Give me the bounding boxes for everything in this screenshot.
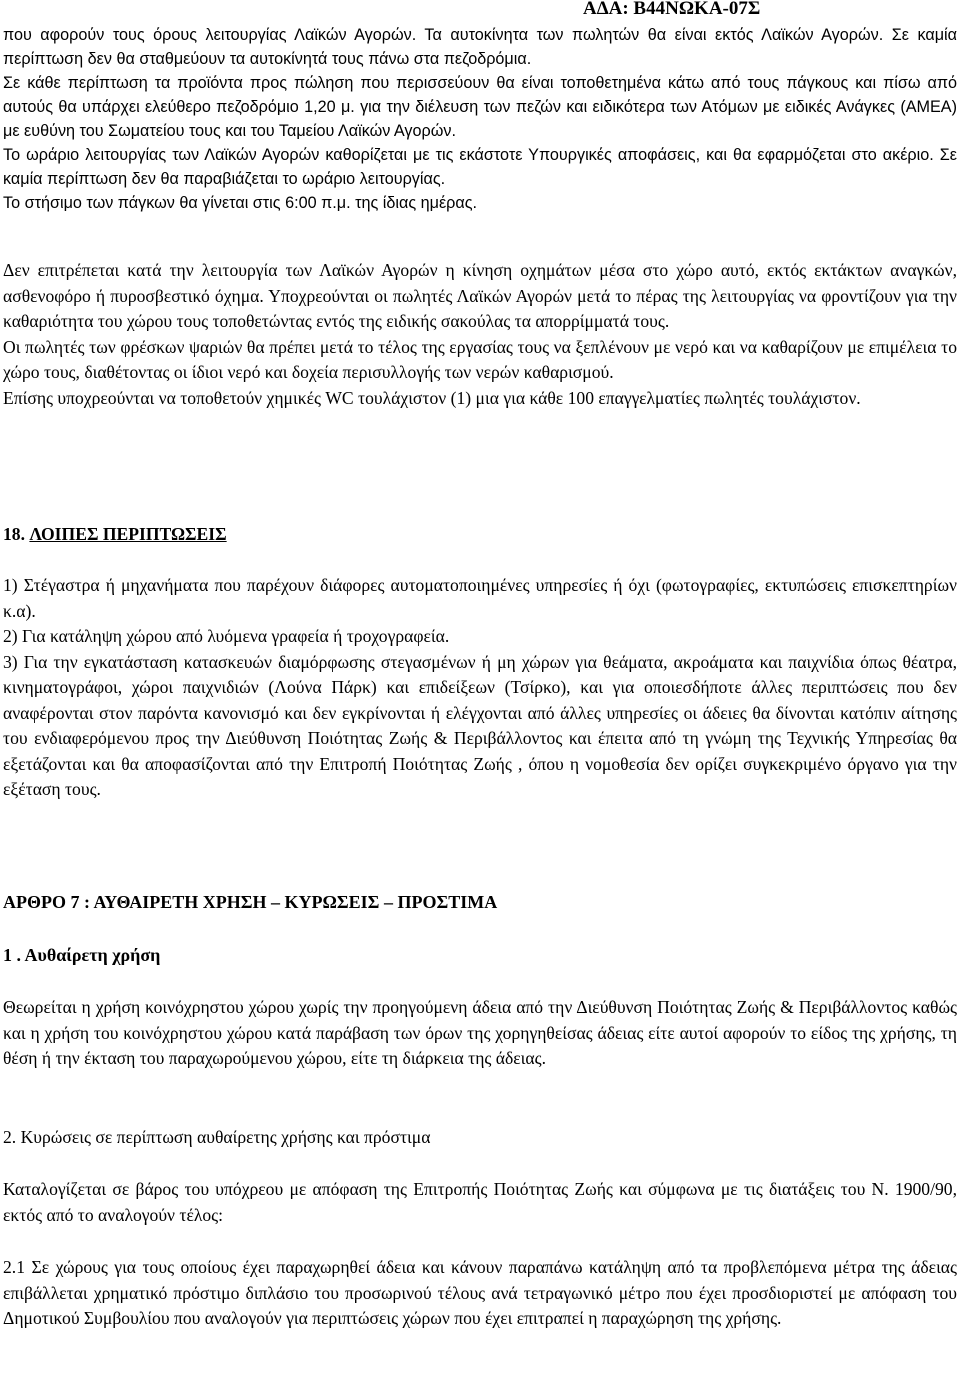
paragraph-setup-time: Το στήσιμο των πάγκων θα γίνεται στις 6:00 π.μ. της ίδιας ημέρας. xyxy=(3,194,478,212)
section-18-item-1: 1) Στέγαστρα ή μηχανήματα που παρέχουν διάφορες αυτοματοποιημένες υπηρεσίες ή όχι (φωτογραφίες, εκτυπώσεις επισκεπτηρίων κ.α). xyxy=(3,575,957,621)
paragraph-opening-hours: Το ωράριο λειτουργίας των Λαϊκών Αγορών καθορίζεται με τις εκάστοτε Υπουργικές αποφάσεις, και θα εφαρμόζεται στο ακέριο. Σε καμία περίπτωση δεν θα παραβιάζεται το ωράριο λειτουργίας. xyxy=(3,146,957,188)
paragraph-products-sidewalk: Σε κάθε περίπτωση τα προϊόντα προς πώληση που περισσεύουν θα είναι τοποθετημένα κάτω από τους πάγκους και πίσω από αυτούς θα υπάρχει ελεύθερο πεζοδρόμιο 1,20 μ. για την διέλευση των πεζών και ειδικότερα των Ατόμων με ειδικές Ανάγκες (ΑΜΕΑ) με ευθύνη του Σωματείου τους και του Ταμείου Λαϊκών Αγορών. xyxy=(3,74,957,140)
section-18-items xyxy=(3,573,957,803)
intro-serif-section-body xyxy=(3,258,957,411)
ada-code: ΑΔΑ: Β44ΝΩΚΑ-07Σ xyxy=(583,0,761,19)
paragraph-penalty-2-1: 2.1 Σε χώρους για τους οποίους έχει παραχωρηθεί άδεια και κάνουν παραπάνω κατάληψη από τα προβλεπόμενα μέτρα της άδειας επιβάλλεται χρηματικό πρόστιμο διπλάσιο του προσωρινού τέλους ανά τετραγωνικό μέτρο που έχει προσδιοριστεί με απόφαση του Δημοτικού Συμβουλίου που αναλογούν για περιπτώσεις χώρων που έχει επιτραπεί η παραχώρηση της χρήσης. xyxy=(3,1257,957,1328)
paragraph-fish-sellers: Οι πωλητές των φρέσκων ψαριών θα πρέπει μετά το τέλος της εργασίας τους να ξεπλένουν με νερό και να καθαρίζουν με επιμέλεια το χώρο τους, διαθέτοντας οι ίδιοι νερό και δοχεία περισυλλογής των νερών καθαρισμού. xyxy=(3,336,957,382)
section-18-title: ΛΟΙΠΕΣ ΠΕΡΙΠΤΩΣΕΙΣ xyxy=(29,524,227,544)
paragraph-penalties-intro: Καταλογίζεται σε βάρος του υπόχρεου με απόφαση της Επιτροπής Ποιότητας Ζωής και σύμφωνα με τις διατάξεις του Ν. 1900/90, εκτός από το αναλογούν τέλος: xyxy=(3,1179,957,1225)
section-18-number: 18. xyxy=(3,524,25,544)
article-7-sub1-text xyxy=(3,995,957,1072)
paragraph-arbitrary-use: Θεωρείται η χρήση κοινόχρηστου χώρου χωρίς την προηγούμενη άδεια από την Διεύθυνση Ποιότητας Ζωής & Περιβάλλοντος καθώς και η χρήση του κοινόχρηστου χώρου κατά παράβαση των όρων της χορηγηθείσας άδειας είτε αυτοί αφορούν το είδος της χρήσης, τη θέση ή την έκταση του παραχωρούμενου χώρου, είτε τη διάρκεια της άδειας. xyxy=(3,997,957,1068)
article-7-sub1-title: 1 . Αυθαίρετη χρήση xyxy=(3,945,161,965)
paragraph-market-vehicles: που αφορούν τους όρους λειτουργίας Λαϊκών Αγορών. Τα αυτοκίνητα των πωλητών θα είναι εκτός Λαϊκών Αγορών. Σε καμία περίπτωση δεν θα σταθμεύουν τα αυτοκίνητά τους πάνω στα πεζοδρόμια. xyxy=(3,26,957,68)
article-7-title: ΑΡΘΡΟ 7 : ΑΥΘΑΙΡΕΤΗ ΧΡΗΣΗ – ΚΥΡΩΣΕΙΣ – ΠΡΟΣΤΙΜΑ xyxy=(3,892,498,912)
section-18-item-3: 3) Για την εγκατάσταση κατασκευών διαμόρφωσης στεγασμένων ή μη χώρων για θεάματα, ακροάματα και παιχνίδια όπως θέατρα, κινηματογράφοι, χώροι παιχνιδιών (Λούνα Πάρκ) και επιδείξεων (Τσίρκο), και για οποιεσδήποτε άλλες περιπτώσεις που δεν αναφέρονται στον παρόντα κανονισμό και δεν εγκρίνονται ή ελέγχονται από άλλες υπηρεσίες οι άδειες θα δίνονται κατόπιν αίτησης του ενδιαφερόμενου προς την Διεύθυνση Ποιότητας Ζωής & Περιβάλλοντος και έπειτα από τη γνώμη της Τεχνικής Υπηρεσίας θα εξετάζονται και θα αποφασίζονται από την Επιτροπή Ποιότητας Ζωής , όπου η νομοθεσία δεν ορίζει συγκεκριμένο όργανο για την εξέταση τους. xyxy=(3,651,957,799)
paragraph-chemical-wc: Επίσης υποχρεούνται να τοποθετούν χημικές WC τουλάχιστον (1) μια για κάθε 100 επαγγελματίες πωλητές τουλάχιστον. xyxy=(3,387,861,408)
article-7-sub2-title: 2. Κυρώσεις σε περίπτωση αυθαίρετης χρήσης και πρόστιμα xyxy=(3,1127,431,1147)
section-18-item-2: 2) Για κατάληψη χώρου από λυόμενα γραφεία ή τροχογραφεία. xyxy=(3,626,450,646)
article-7-sub2-text xyxy=(3,1177,957,1228)
paragraph-vehicle-traffic: Δεν επιτρέπεται κατά την λειτουργία των Λαϊκών Αγορών η κίνηση οχημάτων μέσα στο χώρο αυτό, εκτός εκτάκτων αναγκών, ασθενοφόρο ή πυροσβεστικό όχημα. Υποχρεούνται οι πωλητές Λαϊκών Αγορών μετά το πέρας της λειτουργίας να φροντίζουν για την καθαριότητα του χώρου τους τοποθετώντας εντός της ειδικής σακούλας τα απορρίμματά τους. xyxy=(3,260,957,331)
section-18-heading xyxy=(3,522,957,548)
intro-sans-section xyxy=(3,23,957,215)
article-7-sub21-text xyxy=(3,1255,957,1332)
